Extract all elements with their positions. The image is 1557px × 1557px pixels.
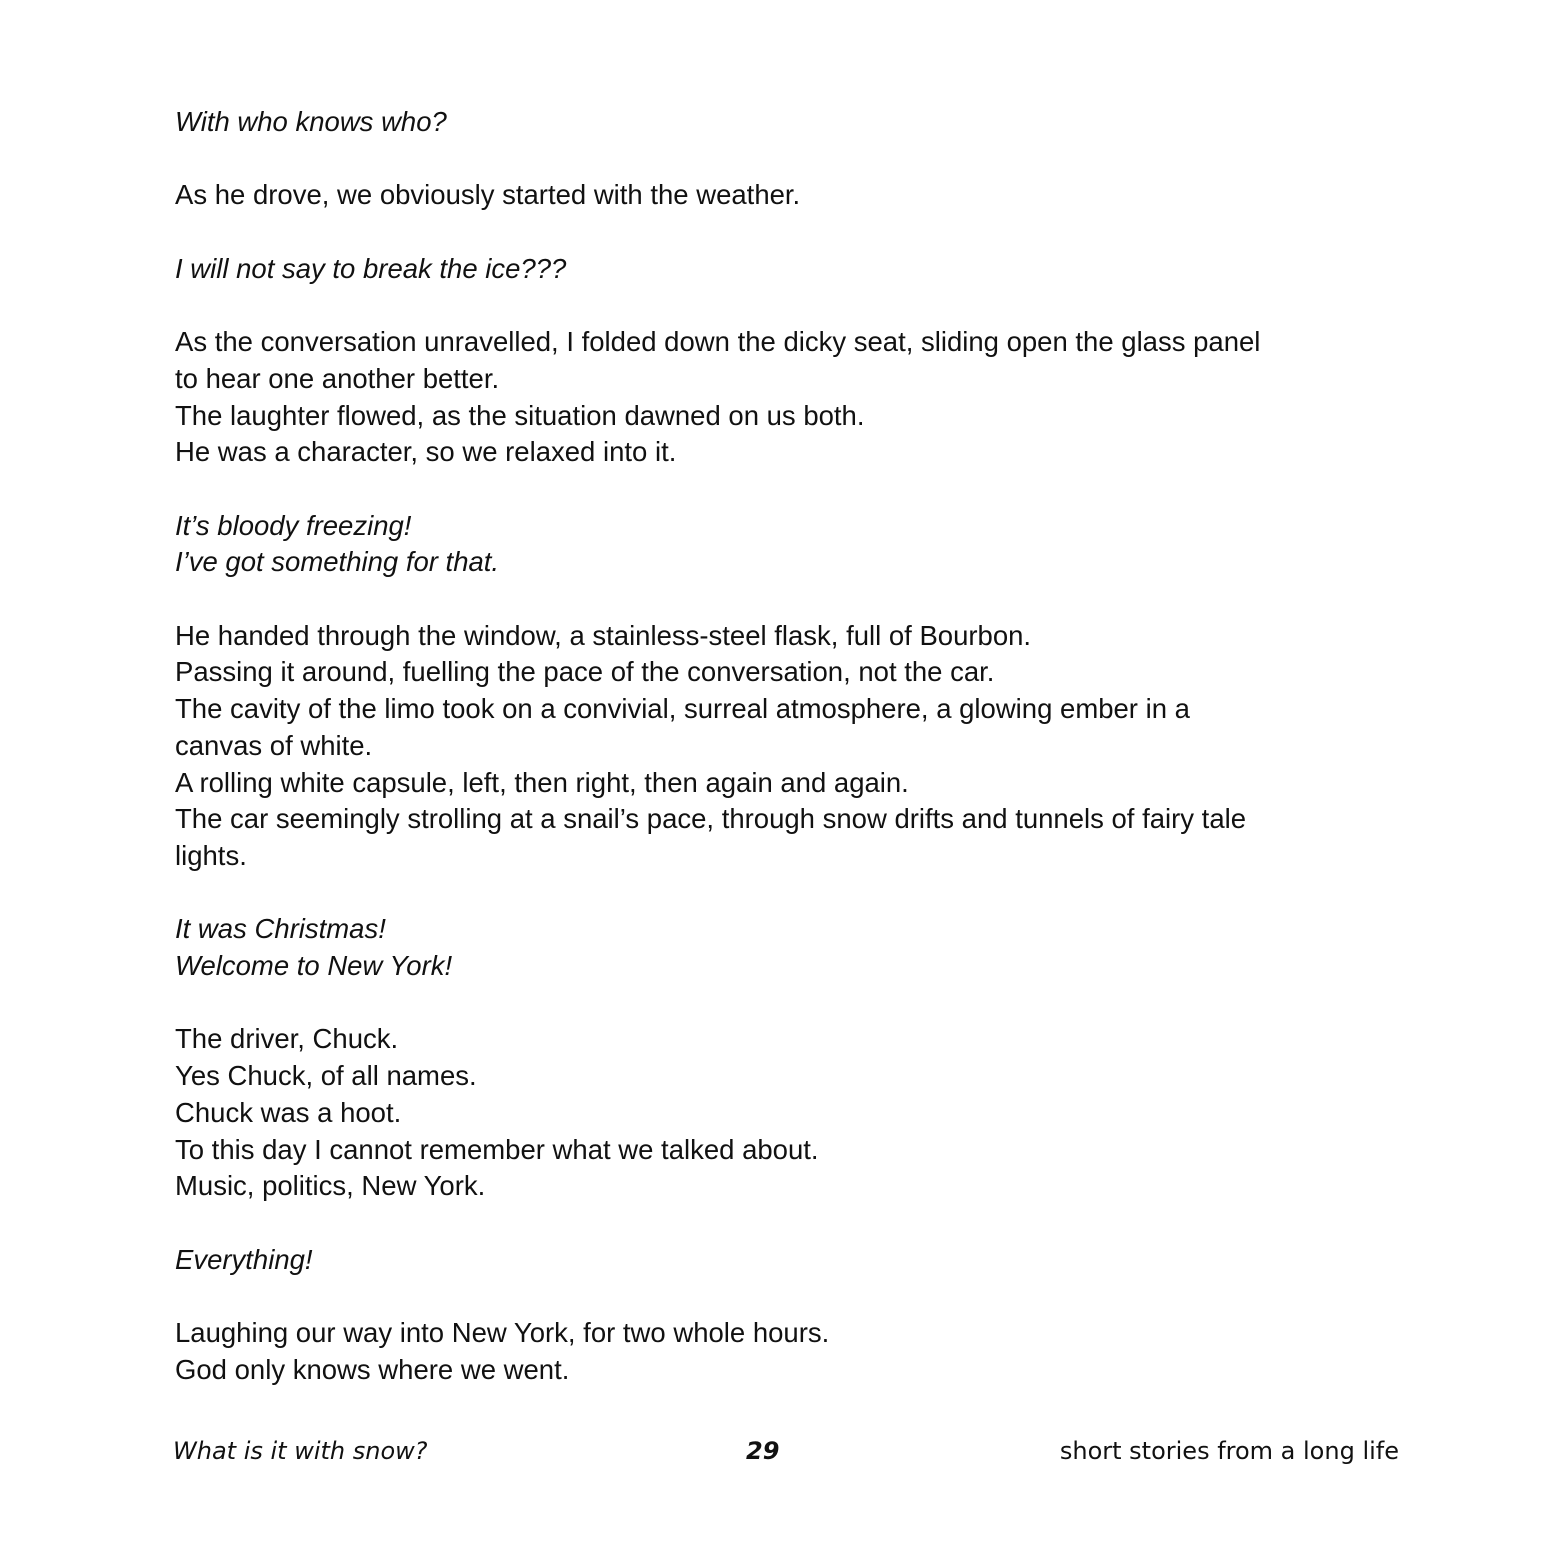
paragraph-10 (175, 1315, 1415, 1388)
text-line: A rolling white capsule, left, then right, then again and again. (175, 766, 909, 798)
text-line: To this day I cannot remember what we talked about. (175, 1133, 819, 1165)
text-line: I’ve got something for that. (175, 546, 500, 578)
paragraph-1 (175, 104, 1415, 141)
text-line: The laughter flowed, as the situation dawned on us both. (175, 399, 865, 431)
text-line: Welcome to New York! (175, 950, 453, 982)
page-number: 29 (746, 1437, 780, 1465)
text-line: canvas of white. (175, 729, 373, 761)
footer-book-title: short stories from a long life (1059, 1437, 1399, 1465)
paragraph-9 (175, 1242, 1415, 1279)
text-line: Passing it around, fuelling the pace of the conversation, not the car. (175, 656, 995, 688)
text-line: Music, politics, New York. (175, 1170, 486, 1202)
text-line: I will not say to break the ice??? (175, 252, 567, 284)
paragraph-7 (175, 911, 1415, 984)
text-line: Laughing our way into New York, for two whole hours. (175, 1317, 830, 1349)
paragraph-4 (175, 324, 1415, 471)
paragraph-8 (175, 1021, 1415, 1205)
text-line: It was Christmas! (175, 913, 386, 945)
text-line: The driver, Chuck. (175, 1023, 399, 1055)
text-line: He handed through the window, a stainless-steel flask, full of Bourbon. (175, 619, 1032, 651)
page-footer (0, 1434, 1557, 1468)
story-body (175, 104, 1415, 1425)
paragraph-2 (175, 177, 1415, 214)
text-line: As he drove, we obviously started with the weather. (175, 179, 801, 211)
text-line: With who knows who? (175, 106, 447, 137)
text-line: Chuck was a hoot. (175, 1096, 402, 1128)
text-line: Everything! (175, 1243, 313, 1275)
text-line: It’s bloody freezing! (175, 509, 412, 541)
paragraph-5 (175, 508, 1415, 581)
paragraph-6 (175, 618, 1415, 875)
paragraph-3 (175, 251, 1415, 288)
text-line: The cavity of the limo took on a convivial, surreal atmosphere, a glowing ember in a (175, 693, 1190, 725)
text-line: The car seemingly strolling at a snail’s pace, through snow drifts and tunnels of fairy tale (175, 803, 1247, 835)
text-line: to hear one another better. (175, 362, 500, 394)
text-line: As the conversation unravelled, I folded down the dicky seat, sliding open the glass panel (175, 326, 1261, 358)
text-line: Yes Chuck, of all names. (175, 1060, 477, 1092)
text-line: God only knows where we went. (175, 1353, 570, 1385)
text-line: lights. (175, 839, 247, 871)
footer-story-title: What is it with snow? (173, 1437, 428, 1465)
text-line: He was a character, so we relaxed into it. (175, 436, 677, 468)
